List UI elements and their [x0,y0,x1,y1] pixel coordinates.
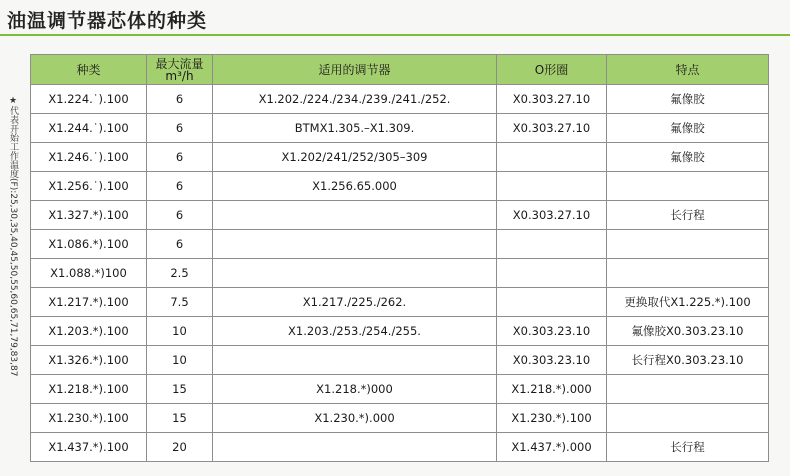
cell-regulator: X1.203./253./254./255. [213,317,497,346]
cell-flow: 10 [147,346,213,375]
table-row [31,230,769,259]
title-divider [0,34,790,36]
cell-oring [497,230,607,259]
cell-feature: 更换取代X1.225.*).100 [607,288,769,317]
cell-oring [497,172,607,201]
header-row [31,55,769,85]
cell-regulator: X1.218.*)000 [213,375,497,404]
cell-feature: 长行程X0.303.23.10 [607,346,769,375]
table-row [31,433,769,462]
cell-feature: 氟像胶 [607,85,769,114]
cell-type: X1.244.˙).100 [31,114,147,143]
cell-regulator: X1.202/241/252/305–309 [213,143,497,172]
table-row [31,114,769,143]
cell-feature [607,259,769,288]
table-row [31,404,769,433]
cell-flow: 6 [147,85,213,114]
cell-regulator: X1.256.65.000 [213,172,497,201]
cell-type: X1.246.˙).100 [31,143,147,172]
cell-oring [497,143,607,172]
header-regulator: 适用的调节器 [213,55,497,85]
table-row [31,143,769,172]
cell-oring [497,259,607,288]
cell-regulator [213,230,497,259]
cell-oring [497,288,607,317]
cell-type: X1.256.˙).100 [31,172,147,201]
cell-oring: X1.230.*).100 [497,404,607,433]
cell-regulator [213,346,497,375]
cell-flow: 10 [147,317,213,346]
cell-oring: X0.303.27.10 [497,85,607,114]
cell-type: X1.230.*).100 [31,404,147,433]
header-type: 种类 [31,55,147,85]
cell-type: X1.218.*).100 [31,375,147,404]
table-row [31,375,769,404]
cell-flow: 15 [147,375,213,404]
table-row [31,346,769,375]
cell-oring: X0.303.23.10 [497,346,607,375]
cell-regulator [213,201,497,230]
table-header [31,55,769,85]
cell-flow: 6 [147,230,213,259]
cell-type: X1.217.*).100 [31,288,147,317]
cell-feature [607,375,769,404]
header-oring: O形圈 [497,55,607,85]
cell-type: X1.437.*).100 [31,433,147,462]
cell-feature [607,172,769,201]
cell-feature: 氟像胶X0.303.23.10 [607,317,769,346]
cell-oring: X0.303.23.10 [497,317,607,346]
cell-regulator: X1.217./225./262. [213,288,497,317]
cell-flow: 6 [147,114,213,143]
header-max-flow-label: 最大流量 [155,56,204,71]
cell-flow: 6 [147,143,213,172]
cell-flow: 6 [147,172,213,201]
cell-type: X1.203.*).100 [31,317,147,346]
cell-type: X1.086.*).100 [31,230,147,259]
core-types-table [30,54,769,462]
table-body [31,85,769,462]
cell-flow: 6 [147,201,213,230]
table-row [31,317,769,346]
cell-type: X1.088.*)100 [31,259,147,288]
cell-type: X1.327.*).100 [31,201,147,230]
table-row [31,201,769,230]
cell-flow: 7.5 [147,288,213,317]
cell-flow: 20 [147,433,213,462]
cell-flow: 2.5 [147,259,213,288]
cell-oring: X1.218.*).000 [497,375,607,404]
cell-feature: 氟像胶 [607,143,769,172]
cell-oring: X0.303.27.10 [497,201,607,230]
table-row [31,288,769,317]
cell-feature: 长行程 [607,433,769,462]
table-row [31,85,769,114]
cell-feature: 长行程 [607,201,769,230]
table-row [31,259,769,288]
cell-regulator: BTMX1.305.–X1.309. [213,114,497,143]
header-feature: 特点 [607,55,769,85]
header-max-flow [147,55,213,85]
cell-feature [607,404,769,433]
temperature-footnote: ★代表开始工作温度(F):25,30,35,40,45,50,55,60,65,71,79,83,87 [8,96,18,377]
cell-regulator: X1.202./224./234./239./241./252. [213,85,497,114]
cell-feature [607,230,769,259]
header-max-flow-unit: m³/h [165,68,194,83]
cell-flow: 15 [147,404,213,433]
cell-feature: 氟像胶 [607,114,769,143]
cell-type: X1.326.*).100 [31,346,147,375]
cell-regulator: X1.230.*).000 [213,404,497,433]
cell-regulator [213,259,497,288]
cell-regulator [213,433,497,462]
table-row [31,172,769,201]
page-title: 油温调节器芯体的种类 [7,10,208,32]
cell-oring: X1.437.*).000 [497,433,607,462]
cell-type: X1.224.˙).100 [31,85,147,114]
cell-oring: X0.303.27.10 [497,114,607,143]
